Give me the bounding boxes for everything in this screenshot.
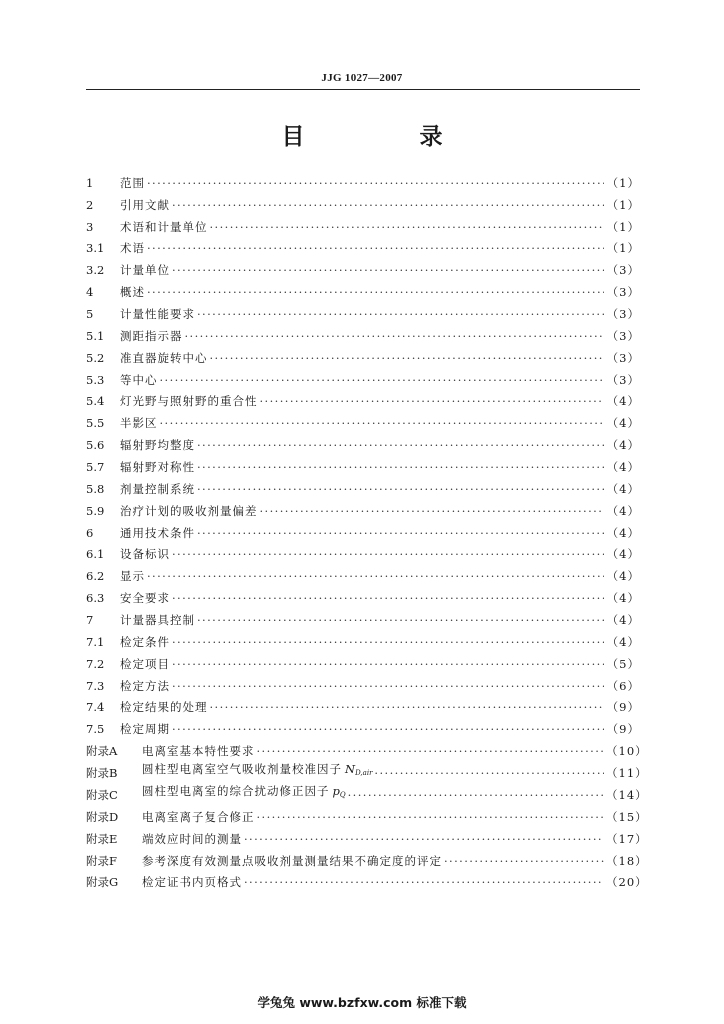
toc-entry-page: （4） (606, 613, 640, 628)
toc-entry-label (120, 416, 158, 430)
toc-entry-label-text: 术语和计量单位 (120, 219, 208, 234)
toc-entry-page: （4） (606, 634, 640, 649)
toc-dot-leader (210, 351, 605, 365)
toc-entry[interactable] (86, 190, 640, 212)
toc-entry-label-text: 通用技术条件 (120, 525, 195, 540)
toc-entry[interactable] (86, 234, 640, 256)
toc-entry-number: 附录A (86, 744, 118, 759)
toc-entry[interactable] (86, 714, 640, 736)
toc-entry-label-text: 范围 (120, 175, 145, 190)
toc-entry-page: （4） (606, 525, 640, 540)
toc-entry-number: 附录B (86, 766, 118, 781)
toc-entry-label-text: 治疗计划的吸收剂量偏差 (120, 503, 258, 518)
toc-entry[interactable] (86, 693, 640, 715)
toc-entry-number: 5.4 (86, 394, 105, 409)
toc-entry-label-text: 检定方法 (120, 678, 170, 693)
toc-dot-leader (172, 263, 604, 277)
toc-entry-page: （6） (606, 678, 640, 693)
toc-entry-label-text: 参考深度有效测量点吸收剂量测量结果不确定度的评定 (142, 853, 442, 868)
toc-entry-number: 7.4 (86, 700, 105, 715)
toc-entry[interactable] (86, 671, 640, 693)
toc-dot-leader (374, 766, 604, 780)
toc-entry-page: （11） (606, 766, 648, 781)
toc-entry-number: 5 (86, 307, 94, 322)
toc-entry-page: （4） (606, 394, 640, 409)
header-rule (86, 89, 640, 90)
toc-entry-label (120, 220, 208, 234)
toc-dot-leader (257, 810, 605, 824)
toc-entry-label-text: 检定周期 (120, 722, 170, 737)
toc-entry-label-text: 电离室离子复合修正 (142, 809, 255, 824)
toc-dot-leader (172, 635, 604, 649)
toc-entry-label (120, 198, 170, 212)
toc-dot-leader (260, 394, 605, 408)
toc-dot-leader (197, 526, 604, 540)
toc-entry-page: （10） (606, 744, 648, 759)
toc-entry-label-text: 测距指示器 (120, 328, 183, 343)
toc-entry[interactable] (86, 321, 640, 343)
toc-entry-label-text: 圆柱型电离室的综合扰动修正因子 (142, 783, 330, 798)
toc-entry-number: 3.2 (86, 263, 105, 278)
toc-entry-label (120, 438, 195, 452)
toc-entry-number: 5.7 (86, 460, 105, 475)
toc-dot-leader (197, 307, 604, 321)
toc-entry-subscript: Q (339, 790, 346, 799)
toc-dot-leader (197, 460, 604, 474)
toc-entry[interactable] (86, 496, 640, 518)
toc-dot-leader (160, 416, 605, 430)
toc-entry-label (142, 875, 242, 889)
toc-entry-label-text: 检定条件 (120, 634, 170, 649)
toc-entry[interactable] (86, 846, 648, 868)
toc-entry[interactable] (86, 518, 640, 540)
toc-entry[interactable] (86, 168, 640, 190)
toc-entry-page: （4） (606, 438, 640, 453)
toc-entry-label (120, 307, 195, 321)
toc-entry[interactable] (86, 408, 640, 430)
toc-entry[interactable] (86, 343, 640, 365)
toc-entry-number: 附录F (86, 853, 117, 868)
toc-entry[interactable] (86, 802, 648, 824)
toc-entry-label (142, 784, 346, 802)
toc-entry-label-text: 检定结果的处理 (120, 700, 208, 715)
toc-entry-number: 附录C (86, 787, 118, 802)
toc-entry-label-text: 辐射野均整度 (120, 438, 195, 453)
toc-entry[interactable] (86, 605, 640, 627)
toc-entry-label (142, 810, 255, 824)
toc-entry[interactable] (86, 430, 640, 452)
toc-entry-page: （4） (606, 547, 640, 562)
toc-entry-label-text: 概述 (120, 285, 145, 300)
toc-entry-symbol: p (332, 783, 340, 798)
toc-dot-leader (197, 438, 604, 452)
toc-entry-page: （1） (606, 241, 640, 256)
toc-entry-label (120, 460, 195, 474)
toc-entry-number: 5.1 (86, 328, 105, 343)
toc-entry-label-text: 显示 (120, 569, 145, 584)
toc-entry[interactable] (86, 299, 640, 321)
toc-entry-label (120, 351, 208, 365)
toc-entry-label-text: 计量性能要求 (120, 307, 195, 322)
toc-entry[interactable] (86, 255, 640, 277)
toc-entry[interactable] (86, 474, 640, 496)
toc-dot-leader (160, 373, 605, 387)
toc-dot-leader (185, 329, 605, 343)
page-title: 目 录 (281, 124, 489, 150)
toc-dot-leader (147, 241, 604, 255)
toc-dot-leader (172, 657, 604, 671)
toc-dot-leader (172, 591, 604, 605)
toc-entry-number: 5.2 (86, 350, 105, 365)
toc-entry-label-text: 引用文献 (120, 197, 170, 212)
toc-entry[interactable] (86, 868, 648, 890)
toc-entry-page: （4） (606, 591, 640, 606)
toc-entry-label (120, 394, 258, 408)
toc-entry-label (120, 547, 170, 561)
toc-entry-page: （20） (606, 875, 648, 890)
toc-entry-label-text: 安全要求 (120, 591, 170, 606)
toc-entry-page: （3） (606, 263, 640, 278)
toc-entry-label-text: 电离室基本特性要求 (142, 744, 255, 759)
toc-entry-label-text: 等中心 (120, 372, 158, 387)
toc-entry-page: （4） (606, 481, 640, 496)
toc-entry-label-text: 检定项目 (120, 656, 170, 671)
toc-entry-number: 5.5 (86, 416, 105, 431)
toc-dot-leader (172, 722, 604, 736)
table-of-contents (86, 168, 648, 890)
toc-dot-leader (210, 700, 605, 714)
toc-entry-label-text: 计量单位 (120, 263, 170, 278)
toc-entry-number: 7.2 (86, 656, 105, 671)
toc-dot-leader (444, 854, 604, 868)
toc-entry-page: （3） (606, 285, 640, 300)
toc-entry-number: 3.1 (86, 241, 105, 256)
toc-entry-label-text: 灯光野与照射野的重合性 (120, 394, 258, 409)
toc-entry-number: 1 (86, 175, 94, 190)
toc-entry[interactable] (86, 583, 640, 605)
toc-dot-leader (172, 679, 604, 693)
toc-entry-page: （4） (606, 569, 640, 584)
toc-entry[interactable] (86, 540, 640, 562)
toc-entry[interactable] (86, 649, 640, 671)
toc-entry[interactable] (86, 365, 640, 387)
toc-entry[interactable] (86, 561, 640, 583)
document-code: JJG 1027—2007 (321, 72, 403, 84)
toc-entry-page: （5） (606, 656, 640, 671)
toc-entry-page: （4） (606, 416, 640, 431)
toc-entry[interactable] (86, 452, 640, 474)
toc-entry-label-text: 端效应时间的测量 (142, 831, 242, 846)
toc-entry[interactable] (86, 824, 648, 846)
toc-entry-page: （15） (606, 809, 648, 824)
toc-entry-label (120, 329, 183, 343)
toc-entry-label (120, 263, 170, 277)
toc-entry-page: （9） (606, 700, 640, 715)
toc-entry-number: 6.3 (86, 591, 105, 606)
toc-entry-label-text: 术语 (120, 241, 145, 256)
toc-entry-label (120, 285, 145, 299)
toc-dot-leader (172, 198, 604, 212)
toc-entry-number: 3 (86, 219, 94, 234)
toc-entry-number: 6.1 (86, 547, 105, 562)
toc-entry-label-text: 半影区 (120, 416, 158, 431)
toc-entry-number: 7.3 (86, 678, 105, 693)
toc-entry-label-text: 设备标识 (120, 547, 170, 562)
toc-entry-label-text: 圆柱型电离室空气吸收剂量校准因子 (142, 762, 342, 777)
toc-entry-page: （9） (606, 722, 640, 737)
toc-dot-leader (348, 788, 604, 802)
toc-entry-label (142, 854, 442, 868)
toc-entry-label (120, 526, 195, 540)
toc-entry-page: （17） (606, 831, 648, 846)
toc-entry-number: 附录E (86, 831, 118, 846)
toc-dot-leader (210, 220, 605, 234)
toc-dot-leader (147, 569, 604, 583)
toc-dot-leader (147, 176, 604, 190)
toc-entry-subscript: D,air (355, 769, 373, 778)
toc-entry[interactable] (86, 758, 648, 781)
toc-entry-number: 5.6 (86, 438, 105, 453)
toc-dot-leader (147, 285, 604, 299)
toc-entry-label (120, 722, 170, 736)
toc-entry-symbol: N (345, 762, 356, 777)
toc-entry[interactable] (86, 212, 640, 234)
toc-entry-page: （1） (606, 219, 640, 234)
watermark-footer: 学兔兔 www.bzfxw.com 标准下载 (257, 995, 467, 1010)
toc-entry-number: 5.8 (86, 481, 105, 496)
toc-entry-number: 附录G (86, 875, 119, 890)
toc-entry-page: （1） (606, 197, 640, 212)
toc-entry-label-text: 检定证书内页格式 (142, 875, 242, 890)
toc-entry-page: （3） (606, 307, 640, 322)
toc-entry-page: （1） (606, 175, 640, 190)
toc-entry-label (120, 373, 158, 387)
toc-entry-label (142, 762, 372, 780)
toc-entry-label-text: 计量器具控制 (120, 613, 195, 628)
toc-dot-leader (260, 504, 605, 518)
toc-entry-label (120, 569, 145, 583)
toc-entry-label (120, 591, 170, 605)
toc-entry-number: 4 (86, 285, 94, 300)
toc-entry-label (120, 504, 258, 518)
toc-entry[interactable] (86, 277, 640, 299)
toc-entry-page: （18） (606, 853, 648, 868)
toc-entry-label (120, 657, 170, 671)
toc-dot-leader (257, 744, 605, 758)
toc-entry-label-text: 剂量控制系统 (120, 481, 195, 496)
toc-entry-number: 6.2 (86, 569, 105, 584)
toc-entry-number: 7.1 (86, 634, 105, 649)
toc-entry-page: （3） (606, 328, 640, 343)
toc-entry-number: 7 (86, 613, 94, 628)
toc-entry-number: 附录D (86, 809, 119, 824)
toc-entry-label (120, 613, 195, 627)
toc-entry-label (120, 679, 170, 693)
toc-entry-label-text: 准直器旋转中心 (120, 350, 208, 365)
toc-entry-page: （14） (606, 787, 648, 802)
toc-dot-leader (244, 875, 604, 889)
toc-entry-label (120, 700, 208, 714)
toc-entry[interactable] (86, 387, 640, 409)
toc-entry-page: （4） (606, 503, 640, 518)
toc-entry-label (120, 176, 145, 190)
toc-dot-leader (172, 547, 604, 561)
toc-entry[interactable] (86, 736, 648, 759)
toc-entry-number: 5.3 (86, 372, 105, 387)
toc-entry-number: 7.5 (86, 722, 105, 737)
toc-entry-label (120, 635, 170, 649)
toc-dot-leader (197, 482, 604, 496)
toc-entry-number: 5.9 (86, 503, 105, 518)
toc-entry[interactable] (86, 627, 640, 649)
toc-entry-label (120, 482, 195, 496)
toc-entry-label (142, 744, 255, 758)
toc-entry-label-text: 辐射野对称性 (120, 460, 195, 475)
toc-dot-leader (197, 613, 604, 627)
toc-entry-number: 2 (86, 197, 94, 212)
toc-entry-label (142, 832, 242, 846)
toc-entry-number: 6 (86, 525, 94, 540)
toc-entry-page: （3） (606, 372, 640, 387)
toc-entry-label (120, 241, 145, 255)
toc-entry-page: （4） (606, 460, 640, 475)
toc-dot-leader (244, 832, 604, 846)
toc-entry-page: （3） (606, 350, 640, 365)
toc-entry[interactable] (86, 780, 648, 802)
